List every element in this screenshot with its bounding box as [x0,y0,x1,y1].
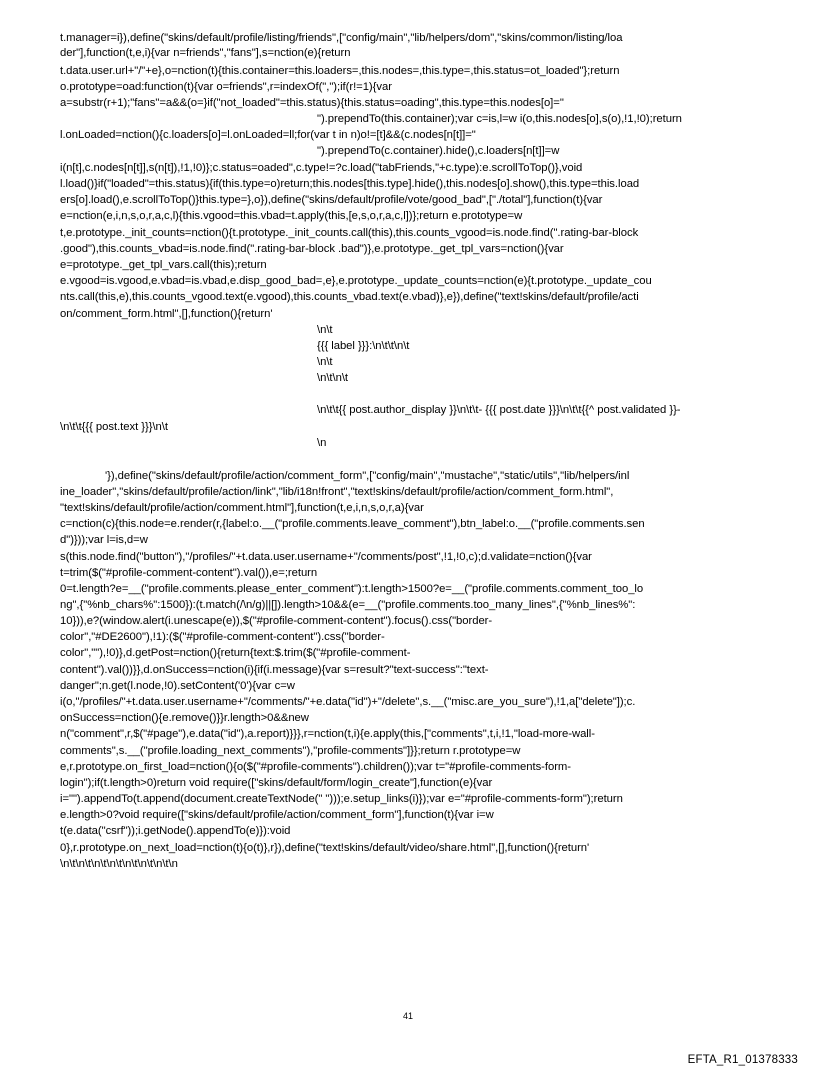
code-line: ").prependTo(this.container);var c=is,l=w i(o,this.nodes[o],s(o),!1,!0);return [317,113,682,125]
code-line: ").prependTo(c.container).hide(),c.loaders[n[t]]=w [317,145,560,157]
code-line: n("comment",r,$("#page"),e.data("id"),a.report)}}},r=nction(t,i){e.apply(this,["comments",t,i,!1,"load-more-wall- [60,728,595,740]
code-line: e.vgood=is.vgood,e.vbad=is.vbad,e.disp_good_bad=,e},e.prototype._update_counts=nction(e){t.prototype._update_cou [60,275,652,287]
code-line: e=nction(e,i,n,s,o,r,a,c,l){this.vgood=this.vbad=t.apply(this,[e,s,o,r,a,c,l])};return e.prototype=w [60,210,523,222]
code-line: 0},r.prototype.on_next_load=nction(t){o(t)},r}),define("text!skins/default/video/share.html",[],function(){return' [60,842,590,854]
code-line: i(o,"/profiles/"+t.data.user.username+"/comments/"+e.data("id")+"/delete",s.__("misc.are_you_sure"),!1,a["delete"]);c. [60,696,636,708]
code-line: ine_loader","skins/default/profile/action/link","lib/i18n!front","text!skins/default/profile/action/comment_form.html", [60,486,614,498]
code-line: \n\t [317,356,333,368]
code-line: t,e.prototype._init_counts=nction(){t.prototype._init_counts.call(this),this.counts_vgood=is.node.find(".rating-bar-block [60,227,639,239]
document-id: EFTA_R1_01378333 [687,1054,798,1066]
code-line: .good"),this.counts_vbad=is.node.find(".rating-bar-block .bad")},e.prototype._get_tpl_vars=nction(){var [60,243,564,255]
code-line: login");if(t.length>0)return void require(["skins/default/form/login_create"],function(e){var [60,777,493,789]
page-number: 41 [402,1011,413,1021]
code-line: comments",s.__("profile.loading_next_comments"),"profile-comments"]}};return r.prototype=w [60,745,521,757]
code-line: on/comment_form.html",[],function(){return' [60,308,273,320]
code-line: \n\t\n\t\n\t\n\t\n\t\n\t\n\t\n [60,858,178,870]
code-line: e,r.prototype.on_first_load=nction(){o($("#profile-comments").children());var t="#profile-comments-form- [60,761,571,773]
code-line: '}),define("skins/default/profile/action/comment_form",["config/main","mustache","static/utils","lib/helpers/inl [105,470,630,482]
code-line: ng",{"%nb_chars%":1500}):(t.match(/\n/g)||[]).length>10&&(e=__("profile.comments.too_many_lines",{"%nb_lines%": [60,599,636,611]
code-line: t.manager=i}),define("skins/default/profile/listing/friends",["config/main","lib/helpers/dom","skins/common/listing/loa [60,32,623,44]
code-line: {{{ label }}}:\n\t\t\n\t [317,340,410,352]
code-line: \n\t\n\t [317,372,348,384]
code-line: t=trim($("#profile-comment-content").val()),e=;return [60,567,318,579]
code-line: color",""),!0)},d.getPost=nction(){return{text:$.trim($("#profile-comment- [60,647,411,659]
code-line: \n [317,437,327,449]
code-line: der"],function(t,e,i){var n=friends","fans"],s=nction(e){return [60,47,351,59]
code-line: o.prototype=oad:function(t){var o=friends",r=indexOf(",");if(r!=1){var [60,81,392,93]
code-line: \n\t\t{{{ post.text }}}\n\t [60,421,168,433]
code-line: color","#DE2600"),!1):($("#profile-comment-content").css("border- [60,631,385,643]
code-line: i="").appendTo(t.append(document.createTextNode(" ")));e.setup_links(i)});var e="#profile-comments-form");return [60,793,623,805]
code-line: t.data.user.url+"/"+e},o=nction(t){this.container=this.loaders=,this.nodes=,this.type=,this.status=ot_loaded"};return [60,65,620,77]
code-line: d")}));var l=is,d=w [60,534,148,546]
code-line: \n\t\t{{ post.author_display }}\n\t\t- {{{ post.date }}}\n\t\t{{^ post.validated }}- [317,404,681,416]
code-line: 10})),e?(window.alert(i.unescape(e)),$("#profile-comment-content").focus().css("border- [60,615,493,627]
code-line: content").val())}},d.onSuccess=nction(i){if(i.message){var s=result?"text-success":"text- [60,664,489,676]
code-line: ers[o].load(),e.scrollToTop()}this.type=},o}),define("skins/default/profile/vote/good_bad",["./total"],function(t){var [60,194,603,206]
code-line: 0=t.length?e=__("profile.comments.please_enter_comment"):t.length>1500?e=__("profile.comments.comment_too_lo [60,583,644,595]
code-line: e.length>0?void require(["skins/default/profile/action/comment_form"],function(t){var i=w [60,809,494,821]
code-line: t(e.data("csrf"));i.getNode().appendTo(e)}):void [60,825,291,837]
code-line: "text!skins/default/profile/action/comment.html"],function(t,e,i,n,s,o,r,a){var [60,502,424,514]
code-line: a=substr(r+1);"fans"=a&&(o=}if("not_loaded"=this.status){this.status=oading",this.type=this.nodes[o]=" [60,97,564,109]
code-line: l.onLoaded=nction(){c.loaders[o]=l.onLoaded=ll;for(var t in n)o!=[t]&&(c.nodes[n[t]]=" [60,129,476,141]
code-line: e=prototype._get_tpl_vars.call(this);return [60,259,267,271]
code-line: l.load()}if("loaded"=this.status){if(this.type=o)return;this.nodes[this.type].hide(),this.nodes[o].show(),this.type=this.load [60,178,640,190]
code-line: i(n[t],c.nodes[n[t]],s(n[t]),!1,!0)};c.status=oaded",c.type!=?c.load("tabFriends,"+c.type):e.scrollToTop()},void [60,162,583,174]
code-line: c=nction(c){this.node=e.render(r,{label:o.__("profile.comments.leave_comment"),btn_label:o.__("profile.comments.sen [60,518,645,530]
code-line: onSuccess=nction(){e.remove()}}r.length>0&&new [60,712,309,724]
code-line: s(this.node.find("button"),"/profiles/"+t.data.user.username+"/comments/post",!1,!0,c);d.validate=nction(){var [60,551,592,563]
code-line: \n\t [317,324,333,336]
code-line: danger";n.get(l.node,!0).setContent('0'){var c=w [60,680,295,692]
code-line: nts.call(this,e),this.counts_vgood.text(e.vgood),this.counts_vbad.text(e.vbad)},e}),define("text!skins/default/profile/acti [60,291,639,303]
